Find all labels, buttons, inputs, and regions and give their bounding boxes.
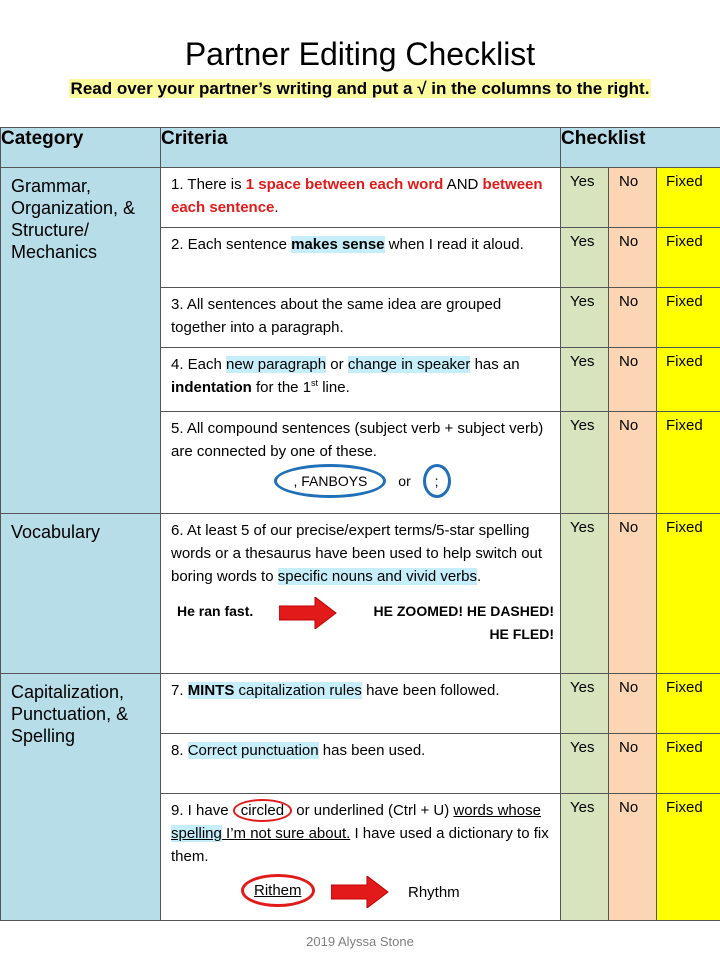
table-row: [1, 514, 720, 674]
fixed-cell[interactable]: Fixed: [657, 168, 720, 228]
criterion-highlight: Correct punctuation: [187, 742, 319, 759]
criterion-7: [161, 674, 561, 734]
no-cell[interactable]: No: [609, 794, 657, 921]
criterion-1: [161, 168, 561, 228]
yes-cell[interactable]: Yes: [561, 734, 609, 794]
superscript: st: [311, 378, 319, 388]
yes-cell[interactable]: Yes: [561, 674, 609, 734]
criterion-highlight: MINTS: [187, 682, 235, 699]
vocabulary-example: [171, 596, 554, 646]
criterion-highlight: makes sense: [291, 236, 385, 253]
fixed-cell[interactable]: Fixed: [657, 412, 720, 514]
page-title: Partner Editing Checklist: [184, 36, 536, 72]
no-cell[interactable]: No: [609, 514, 657, 674]
fixed-cell[interactable]: Fixed: [657, 514, 720, 674]
criterion-highlight: change in speaker: [347, 356, 471, 373]
header-criteria: Criteria: [161, 128, 561, 168]
checklist-table: [0, 127, 720, 921]
criterion-underline: I’m not sure about.: [221, 825, 351, 842]
criterion-highlight: spelling: [171, 825, 222, 842]
category-grammar: Grammar, Organization, & Structure/ Mechanics: [1, 168, 161, 514]
footer-credit: 2019 Alyssa Stone: [306, 934, 414, 949]
or-text: or: [398, 473, 411, 489]
criterion-highlight: specific nouns and vivid verbs: [277, 568, 478, 585]
criterion-bold: indentation: [171, 379, 252, 396]
yes-cell[interactable]: Yes: [561, 348, 609, 412]
criterion-highlight: new paragraph: [226, 356, 327, 373]
criterion-text: or: [326, 356, 348, 373]
instructions-text: Read over your partner’s writing and put a √ in the columns to the right.: [70, 79, 650, 98]
criterion-3: 3. All sentences about the same idea are grouped together into a paragraph.: [161, 288, 561, 348]
red-arrow-icon: [331, 876, 389, 908]
no-cell[interactable]: No: [609, 288, 657, 348]
header-category: Category: [1, 128, 161, 168]
yes-cell[interactable]: Yes: [561, 412, 609, 514]
criterion-emphasis: between each sentence: [171, 176, 543, 216]
criterion-5: [161, 412, 561, 514]
fixed-cell[interactable]: Fixed: [657, 348, 720, 412]
no-cell[interactable]: No: [609, 228, 657, 288]
table-row: [1, 674, 720, 734]
category-capitalization: Capitalization, Punctuation, & Spelling: [1, 674, 161, 921]
criterion-highlight: capitalization rules: [234, 682, 362, 699]
no-cell[interactable]: No: [609, 412, 657, 514]
criterion-text: 1. There is: [171, 176, 246, 193]
misspelled-word-oval: Rithem: [241, 874, 315, 907]
criterion-underline: words whose: [453, 802, 541, 819]
criterion-8: [161, 734, 561, 794]
yes-cell[interactable]: Yes: [561, 514, 609, 674]
example-plain: He ran fast.: [177, 603, 254, 619]
example-vivid: [374, 600, 554, 646]
criterion-text: 7.: [171, 682, 188, 699]
no-cell[interactable]: No: [609, 734, 657, 794]
criterion-2: [161, 228, 561, 288]
yes-cell[interactable]: Yes: [561, 288, 609, 348]
fanboys-oval: , FANBOYS: [274, 464, 386, 498]
instructions: [0, 78, 720, 100]
fixed-cell[interactable]: Fixed: [657, 228, 720, 288]
criterion-text: when I read it aloud.: [384, 236, 524, 253]
criterion-text: .: [274, 199, 279, 216]
connector-examples: [171, 464, 554, 498]
criterion-text: or underlined (Ctrl + U): [292, 802, 454, 819]
category-vocabulary: Vocabulary: [1, 514, 161, 674]
no-cell[interactable]: No: [609, 348, 657, 412]
header-checklist: Checklist: [561, 128, 720, 168]
no-cell[interactable]: No: [609, 674, 657, 734]
criterion-text: 5. All compound sentences (subject verb + subject verb) are connected by one of these.: [171, 420, 544, 460]
yes-cell[interactable]: Yes: [561, 168, 609, 228]
criterion-text: 2. Each sentence: [171, 236, 292, 253]
example-vivid-line: HE ZOOMED! HE DASHED!: [373, 603, 554, 619]
criterion-4: [161, 348, 561, 412]
criterion-text: has an: [470, 356, 520, 373]
fixed-cell[interactable]: Fixed: [657, 794, 720, 921]
fixed-cell[interactable]: Fixed: [657, 674, 720, 734]
criterion-text: AND: [443, 176, 483, 193]
criterion-text: has been used.: [318, 742, 426, 759]
fixed-cell[interactable]: Fixed: [657, 288, 720, 348]
spelling-example: [171, 874, 554, 914]
criterion-text: have been followed.: [361, 682, 500, 699]
circled-word-oval: circled: [233, 799, 292, 822]
yes-cell[interactable]: Yes: [561, 228, 609, 288]
criterion-text: 4. Each: [171, 356, 227, 373]
criterion-emphasis: 1 space between each word: [245, 176, 444, 193]
criterion-6: [161, 514, 561, 674]
criterion-text: line.: [318, 379, 350, 396]
criterion-text: for the 1: [251, 379, 312, 396]
semicolon-oval: ;: [423, 464, 451, 498]
criterion-text: 6. At least 5 of our precise/expert terms/5-star spelling words or a thesaurus have been used to help switch out boring words to: [171, 522, 543, 585]
criterion-text: 9. I have: [171, 802, 233, 819]
table-row: [1, 168, 720, 228]
example-vivid-line: HE FLED!: [489, 626, 554, 642]
red-arrow-icon: [279, 597, 337, 629]
no-cell[interactable]: No: [609, 168, 657, 228]
criterion-text: 8.: [171, 742, 188, 759]
criterion-text: I have used a dictionary to fix them.: [171, 825, 549, 865]
criterion-9: [161, 794, 561, 921]
yes-cell[interactable]: Yes: [561, 794, 609, 921]
header-row: [1, 128, 720, 168]
fixed-cell[interactable]: Fixed: [657, 734, 720, 794]
corrected-word: Rhythm: [408, 884, 460, 901]
criterion-text: .: [477, 568, 482, 585]
